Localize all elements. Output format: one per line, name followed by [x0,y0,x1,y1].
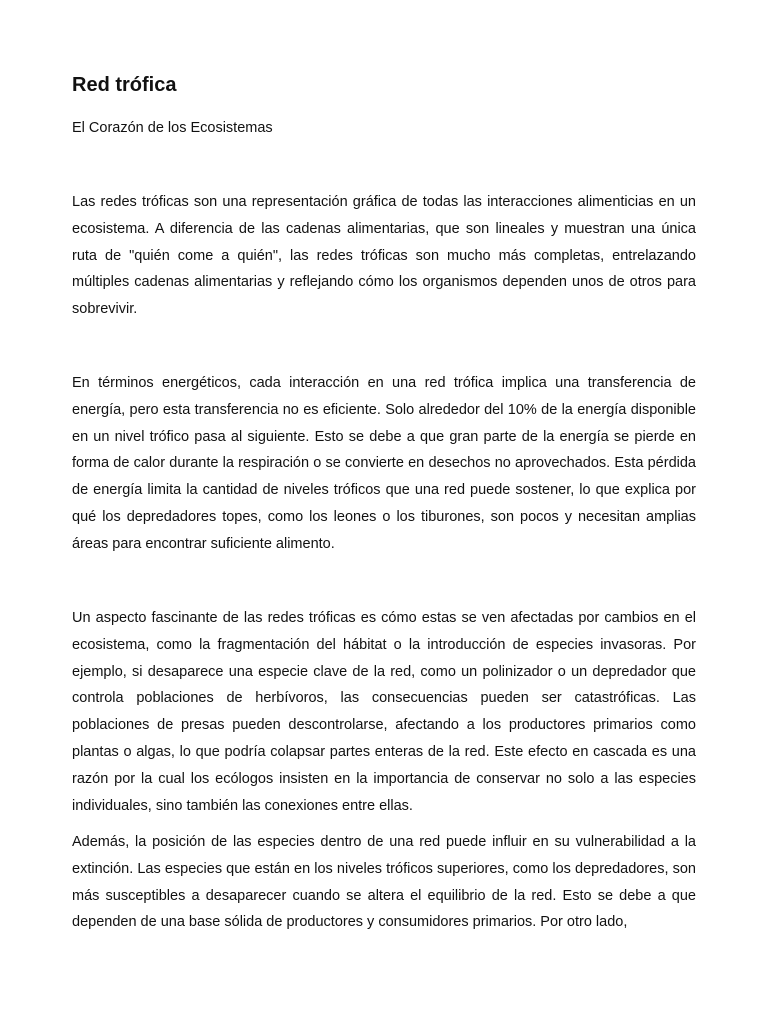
document-title: Red trófica [72,74,177,96]
paragraph-ecosystem-changes: Un aspecto fascinante de las redes tróficas es cómo estas se ven afectadas por cambios en el ecosistema, como la fragmentación del hábitat o la introducción de especies invasoras. Por ejemplo, si desaparece una especie clave de la red, como un polinizador o un depredador que controla poblaciones de herbívoros, las consecuencias pueden ser catastróficas. Las poblaciones de presas pueden descontrolarse, afectando a los productores primarios como plantas o algas, lo que podría colapsar partes enteras de la red. Este efecto en cascada es una razón por la cual los ecólogos insisten en la importancia de conservar no solo a las especies individuales, sino también las conexiones entre ellas. [72,610,696,814]
document-subtitle: El Corazón de los Ecosistemas [72,120,273,136]
paragraph-intro: Las redes tróficas son una representación gráfica de todas las interacciones alimenticias en un ecosistema. A diferencia de las cadenas alimentarias, que son lineales y muestran una única ruta de "quién come a quién", las redes tróficas son mucho más completas, entrelazando múltiples cadenas alimentarias y reflejando cómo los organismos dependen unos de otros para sobrevivir. [72,194,696,318]
paragraph-energy: En términos energéticos, cada interacción en una red trófica implica una transferencia de energía, pero esta transferencia no es eficiente. Solo alrededor del 10% de la energía disponible en un nivel trófico pasa al siguiente. Esto se debe a que gran parte de la energía se pierde en forma de calor durante la respiración o se convierte en desechos no aprovechados. Esta pérdida de energía limita la cantidad de niveles tróficos que una red puede sostener, lo que explica por qué los depredadores topes, como los leones o los tiburones, son pocos y necesitan amplias áreas para encontrar suficiente alimento. [72,375,696,552]
paragraph-vulnerability: Además, la posición de las especies dentro de una red puede influir en su vulnerabilidad a la extinción. Las especies que están en los niveles tróficos superiores, como los depredadores, son más susceptibles a desaparecer cuando se altera el equilibrio de la red. Esto se debe a que dependen de una base sólida de productores y consumidores primarios. Por otro lado, [72,834,696,931]
